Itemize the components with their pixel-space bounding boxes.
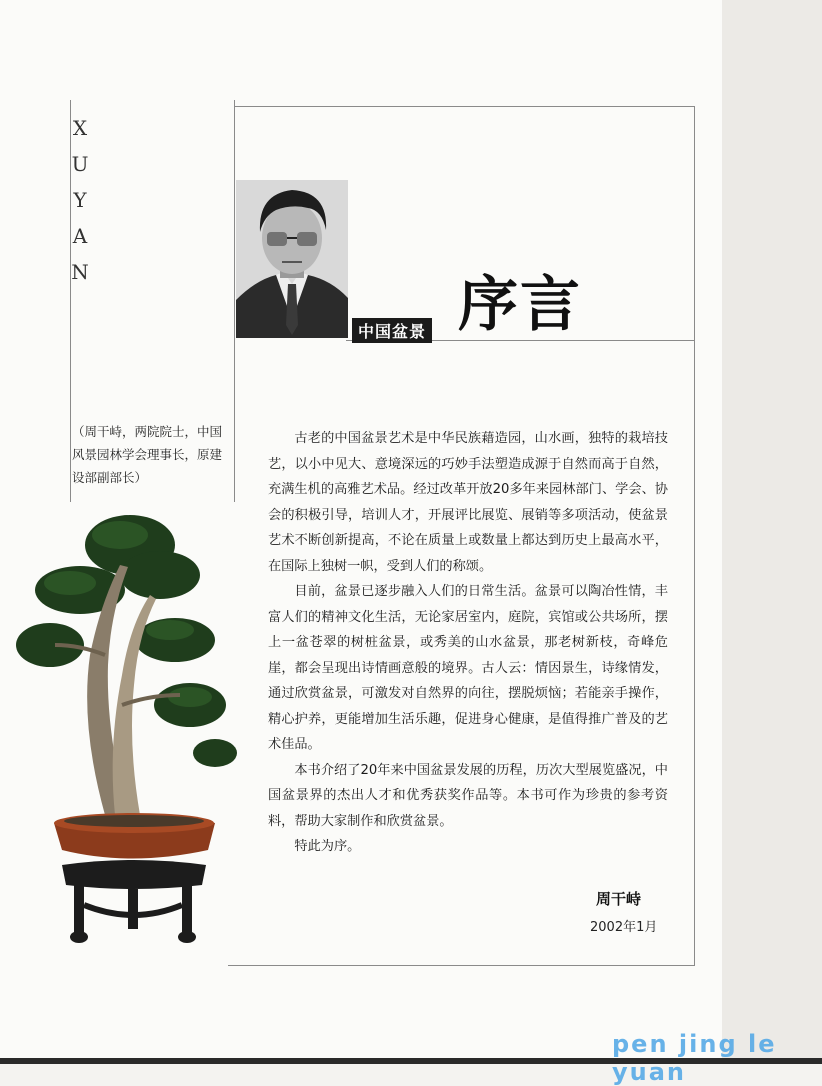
inner-frame-line [234,100,235,502]
preface-paragraph: 本书介绍了20年来中国盆景发展的历程，历次大型展览盛况，中国盆景界的杰出人才和优秀获奖作品等。本书可作为珍贵的参考资料，帮助大家制作和欣赏盆景。 [268,762,668,829]
side-title-letter: N [71,260,89,284]
top-frame-line [234,106,694,107]
preface-body [268,426,668,860]
bonsai-image [10,505,240,960]
preface-paragraph: 古老的中国盆景艺术是中华民族藉造园，山水画，独特的栽培技艺，以小中见大、意境深远的巧妙手法塑造成源于自然而高于自然，充满生机的高雅艺术品。经过改革开放20多年来园林部门、学会、协会的积极引导，培训人才，开展评比展览、展销等多项活动，使盆景艺术不断创新提高，不论在质量上或数量上都达到历史上最高水平，在国际上独树一帜，受到人们的称颂。 [268,431,668,574]
title-subheading: 中国盆景 [352,318,432,343]
preface-paragraph: 特此为序。 [294,839,361,854]
date: 2002年1月 [590,920,658,935]
scan-edge [722,0,822,1064]
side-title-xuyan [70,110,90,290]
side-title-letter: A [72,224,88,248]
author-portrait [236,180,348,338]
side-title-letter: X [72,116,88,140]
author-caption: （周干峙，两院院士，中国风景园林学会理事长，原建设部副部长） [72,424,223,485]
preface-paragraph: 目前，盆景已逐步融入人们的日常生活。盆景可以陶冶性情，丰富人们的精神文化生活，无论家居室内，庭院，宾馆或公共场所，摆上一盆苍翠的树桩盆景，或秀美的山水盆景，那老树新枝，奇峰危崖，都会呈现出诗情画意般的境界。古人云：情因景生，诗缘情发，通过欣赏盆景，可激发对自然界的向往，摆脱烦恼；若能亲手操作，精心护养，更能增加生活乐趣，促进身心健康，是值得推广普及的艺术佳品。 [268,584,668,752]
author-signature: 周干峙 [596,890,642,908]
watermark: pen jing le yuan [612,1030,777,1086]
page-title: 序言 [458,270,582,340]
side-title-letter: Y [73,188,87,212]
side-title-letter: U [71,152,89,176]
bottom-frame-line [228,965,694,966]
right-frame-line [694,106,695,966]
